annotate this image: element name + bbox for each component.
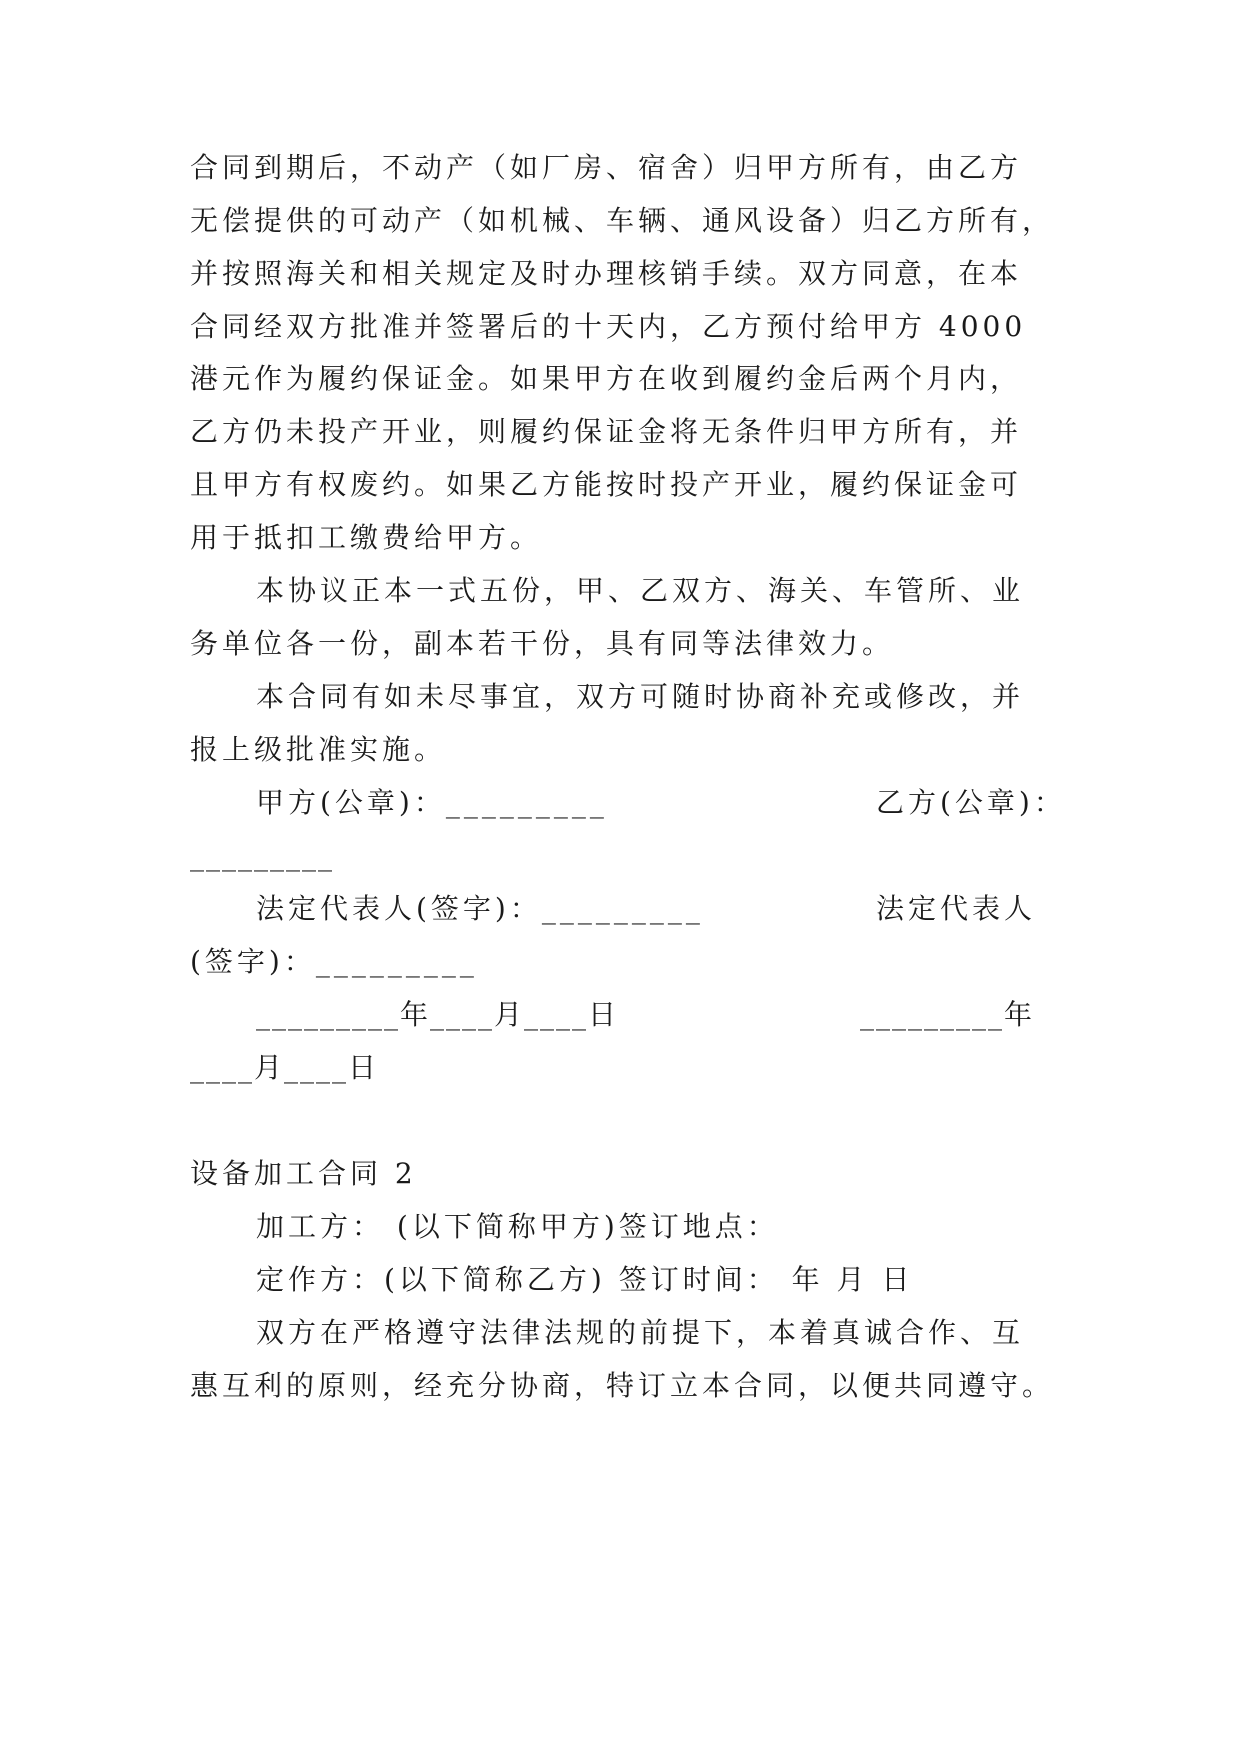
- paragraph-line: 双方在严格遵守法律法规的前提下，本着真诚合作、互: [256, 1316, 1025, 1349]
- party-a-representative-field: 法定代表人(签字)：_________: [256, 892, 704, 925]
- paragraph-line: 本合同有如未尽事宜，双方可随时协商补充或修改，并: [256, 680, 1025, 713]
- paragraph-line: 惠互利的原则，经充分协商，特订立本合同，以便共同遵守。: [190, 1369, 1055, 1402]
- section-title: 设备加工合同 2: [190, 1157, 417, 1190]
- paragraph-line: 本协议正本一式五份，甲、乙双方、海关、车管所、业: [256, 574, 1025, 607]
- paragraph-line: 合同到期后，不动产（如厂房、宿舍）归甲方所有，由乙方: [190, 151, 1023, 184]
- party-a-date-field: _________年____月____日: [256, 998, 619, 1031]
- paragraph-line: 且甲方有权废约。如果乙方能按时投产开业，履约保证金可: [190, 468, 1023, 501]
- party-b-date-field: _________年: [860, 998, 1035, 1031]
- orderer-line: 定作方：(以下简称乙方) 签订时间： 年 月 日: [256, 1263, 914, 1296]
- paragraph-line: 报上级批准实施。: [190, 733, 447, 766]
- processor-line: 加工方： (以下简称甲方)签订地点：: [256, 1210, 779, 1243]
- paragraph-line: 港元作为履约保证金。如果甲方在收到履约金后两个月内，: [190, 362, 1023, 395]
- paragraph-line: 用于抵扣工缴费给甲方。: [190, 521, 543, 554]
- party-b-seal-blank: _________: [190, 839, 334, 872]
- paragraph-line: 务单位各一份，副本若干份，具有同等法律效力。: [190, 627, 895, 660]
- party-b-representative-label: 法定代表人: [876, 892, 1037, 925]
- party-a-seal-field: 甲方(公章)：_________: [256, 786, 608, 819]
- paragraph-line: 无偿提供的可动产（如机械、车辆、通风设备）归乙方所有，: [190, 204, 1055, 237]
- party-b-representative-field: (签字)：_________: [190, 945, 478, 978]
- paragraph-line: 合同经双方批准并签署后的十天内，乙方预付给甲方 4000: [190, 310, 1027, 343]
- paragraph-line: 乙方仍未投产开业，则履约保证金将无条件归甲方所有，并: [190, 415, 1023, 448]
- party-b-date-field-cont: ____月____日: [190, 1051, 379, 1084]
- party-b-seal-field: 乙方(公章)：: [876, 786, 1066, 819]
- paragraph-line: 并按照海关和相关规定及时办理核销手续。双方同意，在本: [190, 257, 1023, 290]
